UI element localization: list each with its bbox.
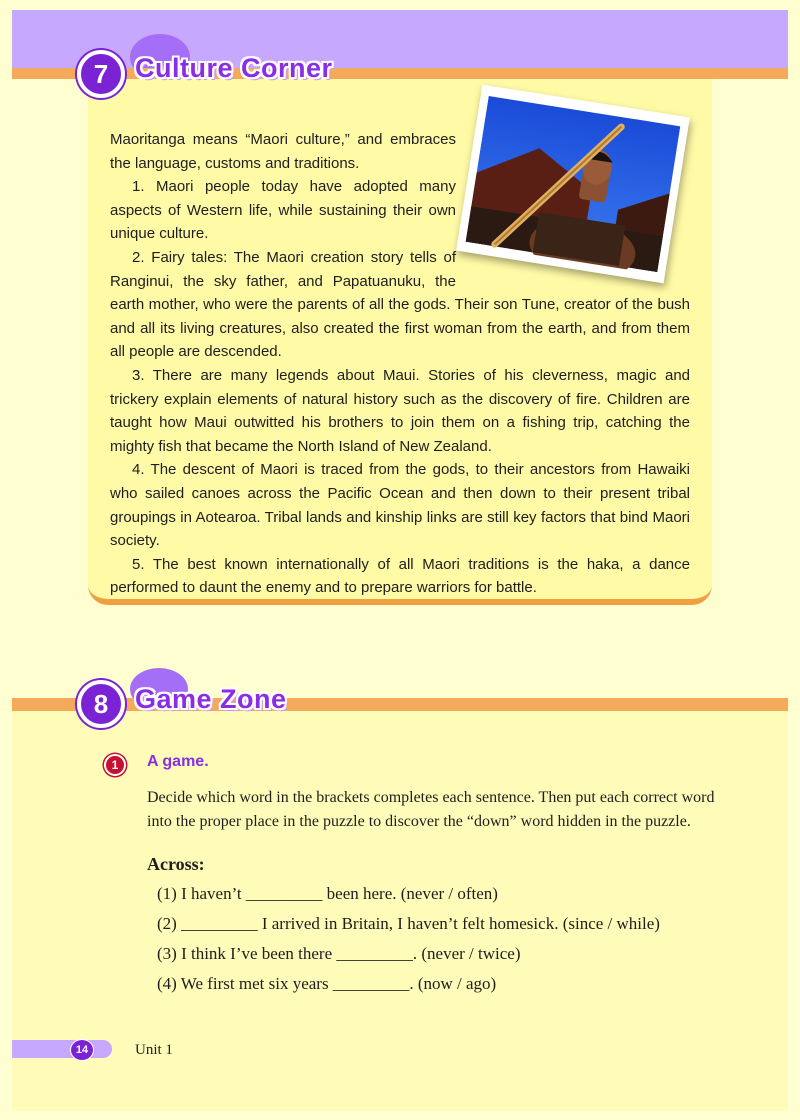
across-heading: Across: xyxy=(147,854,205,874)
culture-header-band xyxy=(12,10,788,68)
footer-bar xyxy=(12,1040,112,1058)
culture-paragraph-intro: Maoritanga means “Maori culture,” and embraces the language, customs and traditions. xyxy=(110,131,456,172)
culture-paragraph-3: 3. There are many legends about Maui. Stories of his cleverness, magic and trickery explain elements of natural history such as the discovery of fire. Children are taught how Maui outwitted his brothers to join them on a fishing trip, catching the mighty fish that became the North Island of New Zealand. xyxy=(110,366,690,455)
culture-paragraph-5: 5. The best known internationally of all Maori traditions is the haka, a dance performed to daunt the enemy and to prepare warriors for battle. xyxy=(110,555,690,597)
culture-paragraph-2: 2. Fairy tales: The Maori creation story tells of Ranginui, the sky father, and Papatuanuku, the earth mother, who were the parents of all the gods. Their son Tune, creator of the bush and all its living creatures, also created the first woman from the earth, and from them all people are descended. xyxy=(110,248,690,361)
across-clue-4: (4) We first met six years _________. (now / ago) xyxy=(157,974,497,993)
task-number-badge: 1 xyxy=(104,754,126,776)
across-clue-2: (2) _________ I arrived in Britain, I haven’t felt homesick. (since / while) xyxy=(157,914,660,933)
maori-warrior-illustration xyxy=(465,94,680,274)
task-instructions: Decide which word in the brackets completes each sentence. Then put each correct word into the proper place in the puzzle to discover the “down” word hidden in the puzzle. xyxy=(147,789,715,830)
game-header-stripe xyxy=(12,698,788,711)
game-section-title: Game Zone xyxy=(135,684,287,714)
maori-warrior-photo xyxy=(456,85,690,284)
across-clue-1: (1) I haven’t _________ been here. (never / often) xyxy=(157,884,498,903)
culture-header-stripe xyxy=(12,68,788,79)
culture-paragraph-1: 1. Maori people today have adopted many aspects of Western life, while sustaining their own unique culture. xyxy=(110,178,456,243)
unit-label: Unit 1 xyxy=(135,1042,173,1058)
game-section-number: 8 xyxy=(77,680,125,728)
across-clue-list xyxy=(157,879,737,999)
across-clue-3: (3) I think I’ve been there _________. (never / twice) xyxy=(157,944,521,963)
culture-section-number: 7 xyxy=(77,50,125,98)
culture-paragraph-4: 4. The descent of Maori is traced from the gods, to their ancestors from Hawaiki who sailed canoes across the Pacific Ocean and then down to their present tribal groupings in Aotearoa. Tribal lands and kinship links are still key factors that bind Maori society. xyxy=(110,461,690,550)
culture-section-title: Culture Corner xyxy=(135,53,333,83)
page-number: 14 xyxy=(70,1039,94,1061)
task-title: A game. xyxy=(147,753,209,770)
